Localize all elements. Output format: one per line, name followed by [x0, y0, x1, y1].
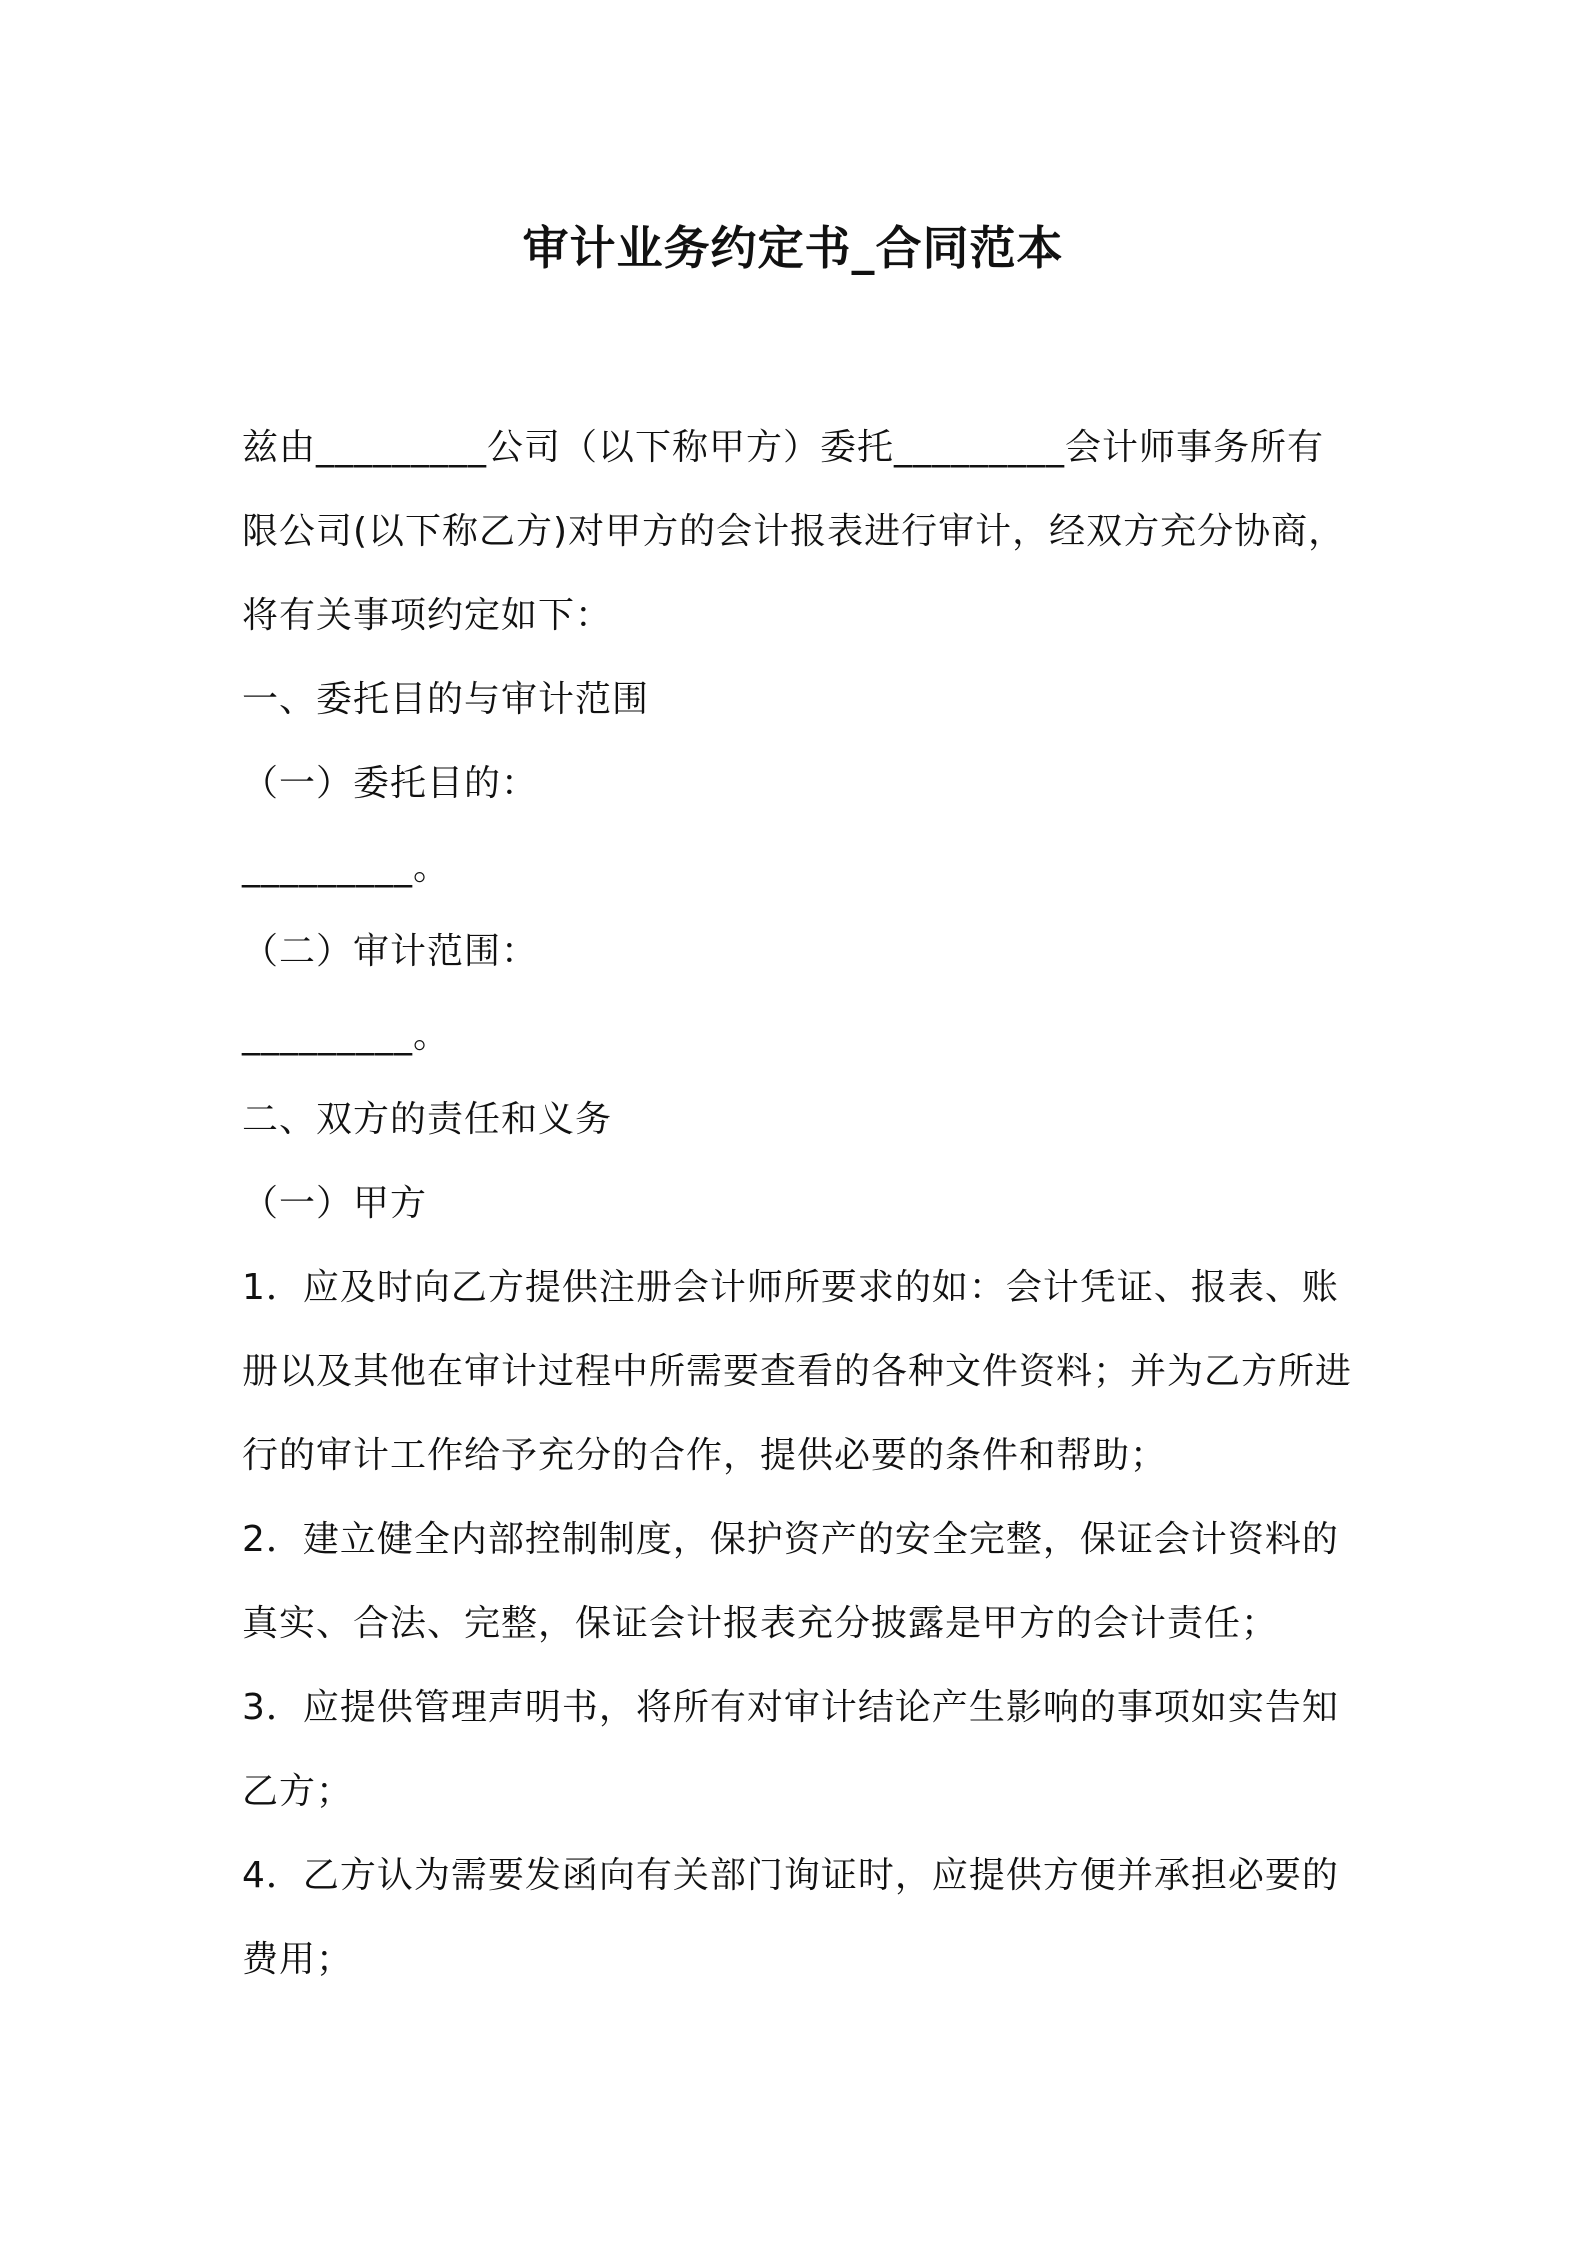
list-item-line: 乙方；: [242, 1771, 354, 1812]
subsection-heading: （一）委托目的：: [242, 763, 539, 804]
list-item-line: 1．应及时向乙方提供注册会计师所要求的如：会计凭证、报表、账: [242, 1267, 1339, 1308]
list-item-line: 4．乙方认为需要发函向有关部门询证时，应提供方便并承担必要的: [242, 1855, 1339, 1896]
list-item-line: 费用；: [242, 1939, 354, 1980]
blank-fill-line: _________。: [242, 1015, 451, 1056]
list-item-line: 册以及其他在审计过程中所需要查看的各种文件资料；并为乙方所进: [242, 1351, 1353, 1392]
list-item-line: 真实、合法、完整，保证会计报表充分披露是甲方的会计责任；: [242, 1603, 1279, 1644]
paragraph-line: 将有关事项约定如下：: [242, 595, 613, 636]
list-item-line: 2．建立健全内部控制制度，保护资产的安全完整，保证会计资料的: [242, 1519, 1339, 1560]
paragraph-line: 兹由_________公司（以下称甲方）委托_________会计师事务所有: [242, 427, 1325, 468]
subsection-heading: （二）审计范围：: [242, 931, 539, 972]
section-heading: 一、委托目的与审计范围: [242, 679, 650, 720]
blank-fill-line: _________。: [242, 847, 451, 888]
list-item-line: 3．应提供管理声明书，将所有对审计结论产生影响的事项如实告知: [242, 1687, 1339, 1728]
document-title: 审计业务约定书_合同范本: [522, 221, 1064, 275]
paragraph-line: 限公司(以下称乙方)对甲方的会计报表进行审计，经双方充分协商，: [242, 511, 1346, 552]
list-item-line: 行的审计工作给予充分的合作，提供必要的条件和帮助；: [242, 1435, 1168, 1476]
document-body: [242, 406, 1362, 2002]
section-heading: 二、双方的责任和义务: [242, 1099, 613, 1140]
subsection-heading: （一）甲方: [242, 1183, 428, 1224]
